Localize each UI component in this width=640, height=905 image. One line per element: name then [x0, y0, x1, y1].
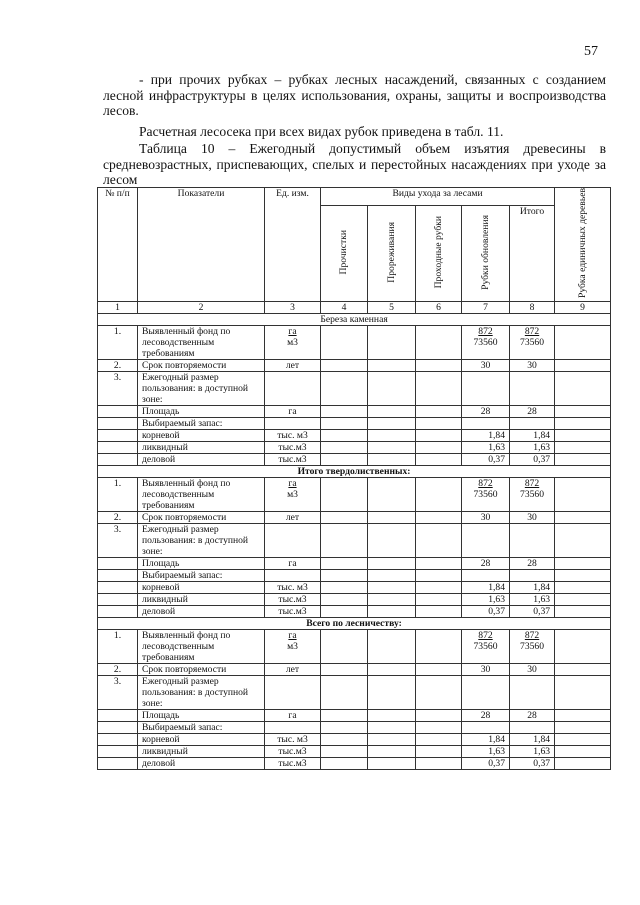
value-c7: 1,63	[462, 745, 510, 757]
row-number: 1.	[98, 477, 138, 511]
unit-cell	[265, 569, 321, 581]
empty-cell	[368, 417, 416, 429]
row-label: корневой	[138, 429, 265, 441]
empty-cell	[98, 709, 138, 721]
row-label: Выявленный фонд по лесоводственным требованиям	[138, 629, 265, 663]
empty-cell	[416, 733, 462, 745]
value-c7: 28	[462, 557, 510, 569]
area-row	[98, 405, 611, 417]
empty-cell	[510, 371, 555, 405]
liquid-row	[98, 441, 611, 453]
empty-cell	[555, 733, 611, 745]
empty-cell	[555, 629, 611, 663]
empty-cell	[368, 581, 416, 593]
unit-cell: тыс.м3	[265, 593, 321, 605]
header-num: № п/п	[98, 188, 138, 302]
empty-cell	[462, 523, 510, 557]
unit-cell: лет	[265, 511, 321, 523]
empty-cell	[555, 325, 611, 359]
empty-cell	[98, 405, 138, 417]
business-row	[98, 757, 611, 769]
business-row	[98, 453, 611, 465]
row-label: Срок повторяемости	[138, 663, 265, 675]
empty-cell	[98, 557, 138, 569]
unit-m3: м3	[287, 640, 298, 652]
empty-cell	[555, 405, 611, 417]
value-volume: 73560	[520, 640, 545, 652]
empty-cell	[555, 663, 611, 675]
value-c7: 0,37	[462, 453, 510, 465]
row-label: Выявленный фонд по лесоводственным требованиям	[138, 477, 265, 511]
empty-cell	[368, 557, 416, 569]
row-number: 2.	[98, 663, 138, 675]
fund-row	[98, 477, 611, 511]
empty-cell	[368, 441, 416, 453]
empty-cell	[368, 709, 416, 721]
empty-cell	[98, 721, 138, 733]
empty-cell	[98, 429, 138, 441]
business-row	[98, 605, 611, 617]
empty-cell	[368, 405, 416, 417]
col-index: 6	[416, 301, 462, 313]
row-number: 3.	[98, 675, 138, 709]
unit-cell	[265, 629, 321, 663]
value-c8	[510, 569, 555, 581]
value-area: 872	[524, 477, 540, 489]
empty-cell	[555, 371, 611, 405]
empty-cell	[416, 757, 462, 769]
paragraph-other-cuttings: - при прочих рубках – рубках лесных насаждений, связанных с созданием лесной инфраструктуры в целях использования, охраны, защиты и воспроизводства лесов.	[103, 72, 606, 118]
area-row	[98, 557, 611, 569]
annual-row	[98, 371, 611, 405]
header-unit: Ед. изм.	[265, 188, 321, 302]
value-c8: 1,63	[510, 441, 555, 453]
unit-cell: тыс.м3	[265, 441, 321, 453]
empty-cell	[510, 675, 555, 709]
empty-cell	[98, 757, 138, 769]
page-number: 57	[584, 44, 598, 59]
row-label: Срок повторяемости	[138, 359, 265, 371]
value-volume: 73560	[520, 488, 545, 500]
unit-cell	[265, 721, 321, 733]
empty-cell	[368, 675, 416, 709]
empty-cell	[98, 453, 138, 465]
empty-cell	[555, 721, 611, 733]
value-c8	[510, 629, 555, 663]
value-area: 872	[524, 325, 540, 337]
empty-cell	[416, 569, 462, 581]
value-c8: 28	[510, 405, 555, 417]
row-label: деловой	[138, 453, 265, 465]
value-volume: 73560	[520, 336, 545, 348]
unit-cell: тыс.м3	[265, 453, 321, 465]
empty-cell	[555, 441, 611, 453]
empty-cell	[321, 557, 368, 569]
value-c8: 28	[510, 709, 555, 721]
empty-cell	[555, 675, 611, 709]
section-title: Береза каменная	[98, 313, 611, 325]
row-number: 2.	[98, 511, 138, 523]
empty-cell	[98, 581, 138, 593]
unit-cell: га	[265, 557, 321, 569]
liquid-row	[98, 745, 611, 757]
col-index: 9	[555, 301, 611, 313]
empty-cell	[416, 593, 462, 605]
liquid-row	[98, 593, 611, 605]
unit-cell	[265, 477, 321, 511]
value-c7	[462, 477, 510, 511]
value-area: 872	[478, 325, 493, 337]
header-indicators: Показатели	[138, 188, 265, 302]
empty-cell	[321, 453, 368, 465]
empty-cell	[321, 581, 368, 593]
row-label: Площадь	[138, 557, 265, 569]
empty-cell	[368, 511, 416, 523]
empty-cell	[416, 709, 462, 721]
unit-cell: га	[265, 709, 321, 721]
row-label: ликвидный	[138, 593, 265, 605]
empty-cell	[265, 371, 321, 405]
empty-cell	[416, 511, 462, 523]
row-label: ликвидный	[138, 745, 265, 757]
empty-cell	[416, 675, 462, 709]
empty-cell	[368, 523, 416, 557]
value-area: 872	[478, 477, 493, 489]
row-label: деловой	[138, 605, 265, 617]
unit-cell	[265, 417, 321, 429]
annual-row	[98, 675, 611, 709]
row-number: 3.	[98, 371, 138, 405]
empty-cell	[368, 733, 416, 745]
empty-cell	[368, 371, 416, 405]
header-care-types: Виды ухода за лесами	[321, 188, 555, 206]
empty-cell	[368, 569, 416, 581]
area-row	[98, 709, 611, 721]
empty-cell	[555, 709, 611, 721]
empty-cell	[368, 721, 416, 733]
root-row	[98, 429, 611, 441]
empty-cell	[555, 557, 611, 569]
unit-cell: тыс.м3	[265, 605, 321, 617]
empty-cell	[321, 733, 368, 745]
col-index: 8	[510, 301, 555, 313]
empty-cell	[98, 745, 138, 757]
section-title-row	[98, 313, 611, 325]
empty-cell	[321, 721, 368, 733]
empty-cell	[416, 663, 462, 675]
unit-m3: м3	[287, 488, 298, 500]
row-number: 3.	[98, 523, 138, 557]
thinning-volume-table	[97, 187, 611, 770]
header-single-tree-cutting: Рубка единичных деревьев	[555, 188, 611, 302]
empty-cell	[321, 709, 368, 721]
root-row	[98, 581, 611, 593]
empty-cell	[321, 417, 368, 429]
empty-cell	[98, 593, 138, 605]
empty-cell	[416, 745, 462, 757]
unit-cell: тыс.м3	[265, 745, 321, 757]
period-row	[98, 511, 611, 523]
unit-cell: лет	[265, 359, 321, 371]
empty-cell	[416, 581, 462, 593]
unit-cell	[265, 325, 321, 359]
empty-cell	[98, 441, 138, 453]
row-label: Выбираемый запас:	[138, 569, 265, 581]
header-renewal-cutting: Рубки обновления	[462, 206, 510, 302]
empty-cell	[368, 593, 416, 605]
empty-cell	[555, 605, 611, 617]
value-c7: 30	[462, 663, 510, 675]
empty-cell	[321, 675, 368, 709]
empty-cell	[321, 745, 368, 757]
row-label: корневой	[138, 581, 265, 593]
value-c8: 0,37	[510, 453, 555, 465]
unit-cell: тыс. м3	[265, 429, 321, 441]
value-c7	[462, 325, 510, 359]
empty-cell	[555, 511, 611, 523]
empty-cell	[368, 745, 416, 757]
stock-row	[98, 721, 611, 733]
value-c8	[510, 477, 555, 511]
unit-ha: га	[288, 477, 297, 489]
unit-ha: га	[288, 325, 297, 337]
col-index: 7	[462, 301, 510, 313]
empty-cell	[321, 441, 368, 453]
fund-row	[98, 629, 611, 663]
col-index: 3	[265, 301, 321, 313]
empty-cell	[98, 569, 138, 581]
value-c7: 28	[462, 709, 510, 721]
empty-cell	[416, 325, 462, 359]
row-label: Выбираемый запас:	[138, 721, 265, 733]
header-thinning: Прореживания	[368, 206, 416, 302]
value-c8	[510, 417, 555, 429]
value-c7: 1,84	[462, 581, 510, 593]
empty-cell	[555, 359, 611, 371]
stock-row	[98, 569, 611, 581]
unit-cell: лет	[265, 663, 321, 675]
empty-cell	[416, 557, 462, 569]
empty-cell	[416, 371, 462, 405]
empty-cell	[321, 429, 368, 441]
value-c8: 0,37	[510, 757, 555, 769]
fund-row	[98, 325, 611, 359]
empty-cell	[368, 605, 416, 617]
row-label: Ежегодный размер пользования: в доступной зоне:	[138, 675, 265, 709]
row-label: Выбираемый запас:	[138, 417, 265, 429]
empty-cell	[555, 453, 611, 465]
empty-cell	[321, 629, 368, 663]
header-cleaning: Прочистки	[321, 206, 368, 302]
empty-cell	[368, 629, 416, 663]
empty-cell	[416, 405, 462, 417]
value-area: 872	[524, 629, 540, 641]
empty-cell	[416, 523, 462, 557]
value-c8	[510, 325, 555, 359]
empty-cell	[416, 453, 462, 465]
row-number: 1.	[98, 325, 138, 359]
value-c8: 1,63	[510, 745, 555, 757]
empty-cell	[368, 477, 416, 511]
empty-cell	[368, 429, 416, 441]
value-c7: 30	[462, 511, 510, 523]
value-c8: 1,84	[510, 581, 555, 593]
value-volume: 73560	[473, 488, 498, 500]
empty-cell	[555, 429, 611, 441]
col-index: 5	[368, 301, 416, 313]
empty-cell	[555, 477, 611, 511]
col-index: 4	[321, 301, 368, 313]
empty-cell	[98, 605, 138, 617]
empty-cell	[368, 663, 416, 675]
value-c8: 1,84	[510, 733, 555, 745]
annual-row	[98, 523, 611, 557]
empty-cell	[555, 569, 611, 581]
value-c7	[462, 721, 510, 733]
empty-cell	[416, 417, 462, 429]
section-title: Всего по лесничеству:	[98, 617, 611, 629]
value-c7: 0,37	[462, 605, 510, 617]
empty-cell	[321, 569, 368, 581]
value-volume: 73560	[473, 640, 498, 652]
empty-cell	[321, 371, 368, 405]
value-c7: 30	[462, 359, 510, 371]
row-label: деловой	[138, 757, 265, 769]
row-label: Площадь	[138, 709, 265, 721]
empty-cell	[555, 745, 611, 757]
empty-cell	[368, 325, 416, 359]
row-label: Ежегодный размер пользования: в доступной зоне:	[138, 371, 265, 405]
value-c7: 1,63	[462, 593, 510, 605]
value-c7: 1,84	[462, 429, 510, 441]
empty-cell	[321, 477, 368, 511]
empty-cell	[416, 429, 462, 441]
empty-cell	[416, 721, 462, 733]
empty-cell	[416, 629, 462, 663]
empty-cell	[555, 581, 611, 593]
row-number: 2.	[98, 359, 138, 371]
unit-cell: га	[265, 405, 321, 417]
empty-cell	[368, 359, 416, 371]
empty-cell	[321, 757, 368, 769]
row-label: Площадь	[138, 405, 265, 417]
empty-cell	[98, 733, 138, 745]
empty-cell	[321, 523, 368, 557]
unit-cell: тыс. м3	[265, 733, 321, 745]
value-c8: 30	[510, 359, 555, 371]
value-c7	[462, 417, 510, 429]
col-index: 1	[98, 301, 138, 313]
unit-ha: га	[288, 629, 297, 641]
empty-cell	[321, 593, 368, 605]
row-label: Срок повторяемости	[138, 511, 265, 523]
value-c8: 0,37	[510, 605, 555, 617]
empty-cell	[265, 675, 321, 709]
value-c8: 1,84	[510, 429, 555, 441]
empty-cell	[321, 359, 368, 371]
empty-cell	[321, 605, 368, 617]
empty-cell	[368, 757, 416, 769]
value-volume: 73560	[473, 336, 498, 348]
stock-row	[98, 417, 611, 429]
empty-cell	[555, 417, 611, 429]
row-label: Ежегодный размер пользования: в доступной зоне:	[138, 523, 265, 557]
empty-cell	[321, 511, 368, 523]
value-c8	[510, 721, 555, 733]
value-c8: 1,63	[510, 593, 555, 605]
value-area: 872	[478, 629, 493, 641]
header-row-1	[98, 188, 611, 206]
empty-cell	[416, 477, 462, 511]
value-c7	[462, 629, 510, 663]
empty-cell	[462, 675, 510, 709]
empty-cell	[98, 417, 138, 429]
value-c8: 28	[510, 557, 555, 569]
column-index-row	[98, 301, 611, 313]
section-title-row	[98, 617, 611, 629]
empty-cell	[555, 757, 611, 769]
value-c7: 28	[462, 405, 510, 417]
header-total: Итого	[510, 206, 555, 302]
empty-cell	[510, 523, 555, 557]
section-title-row	[98, 465, 611, 477]
empty-cell	[321, 405, 368, 417]
empty-cell	[462, 371, 510, 405]
unit-cell: тыс.м3	[265, 757, 321, 769]
value-c8: 30	[510, 511, 555, 523]
value-c7: 1,63	[462, 441, 510, 453]
value-c7	[462, 569, 510, 581]
unit-m3: м3	[287, 336, 298, 348]
value-c8: 30	[510, 663, 555, 675]
paragraph-allowable-cut-reference: Расчетная лесосека при всех видах рубок приведена в табл. 11.	[139, 124, 504, 139]
empty-cell	[555, 523, 611, 557]
unit-cell: тыс. м3	[265, 581, 321, 593]
value-c7: 0,37	[462, 757, 510, 769]
empty-cell	[321, 325, 368, 359]
period-row	[98, 359, 611, 371]
col-index: 2	[138, 301, 265, 313]
section-title: Итого твердолиственных:	[98, 465, 611, 477]
row-label: ликвидный	[138, 441, 265, 453]
row-label: корневой	[138, 733, 265, 745]
empty-cell	[416, 605, 462, 617]
empty-cell	[368, 453, 416, 465]
value-c7: 1,84	[462, 733, 510, 745]
header-passage-cutting: Проходные рубки	[416, 206, 462, 302]
empty-cell	[416, 441, 462, 453]
table-caption: Таблица 10 – Ежегодный допустимый объем изъятия древесины в средневозрастных, приспевающих, спелых и перестойных насаждениях при уходе за лесом	[103, 141, 606, 187]
root-row	[98, 733, 611, 745]
empty-cell	[265, 523, 321, 557]
period-row	[98, 663, 611, 675]
row-label: Выявленный фонд по лесоводственным требованиям	[138, 325, 265, 359]
row-number: 1.	[98, 629, 138, 663]
empty-cell	[321, 663, 368, 675]
empty-cell	[416, 359, 462, 371]
empty-cell	[555, 593, 611, 605]
